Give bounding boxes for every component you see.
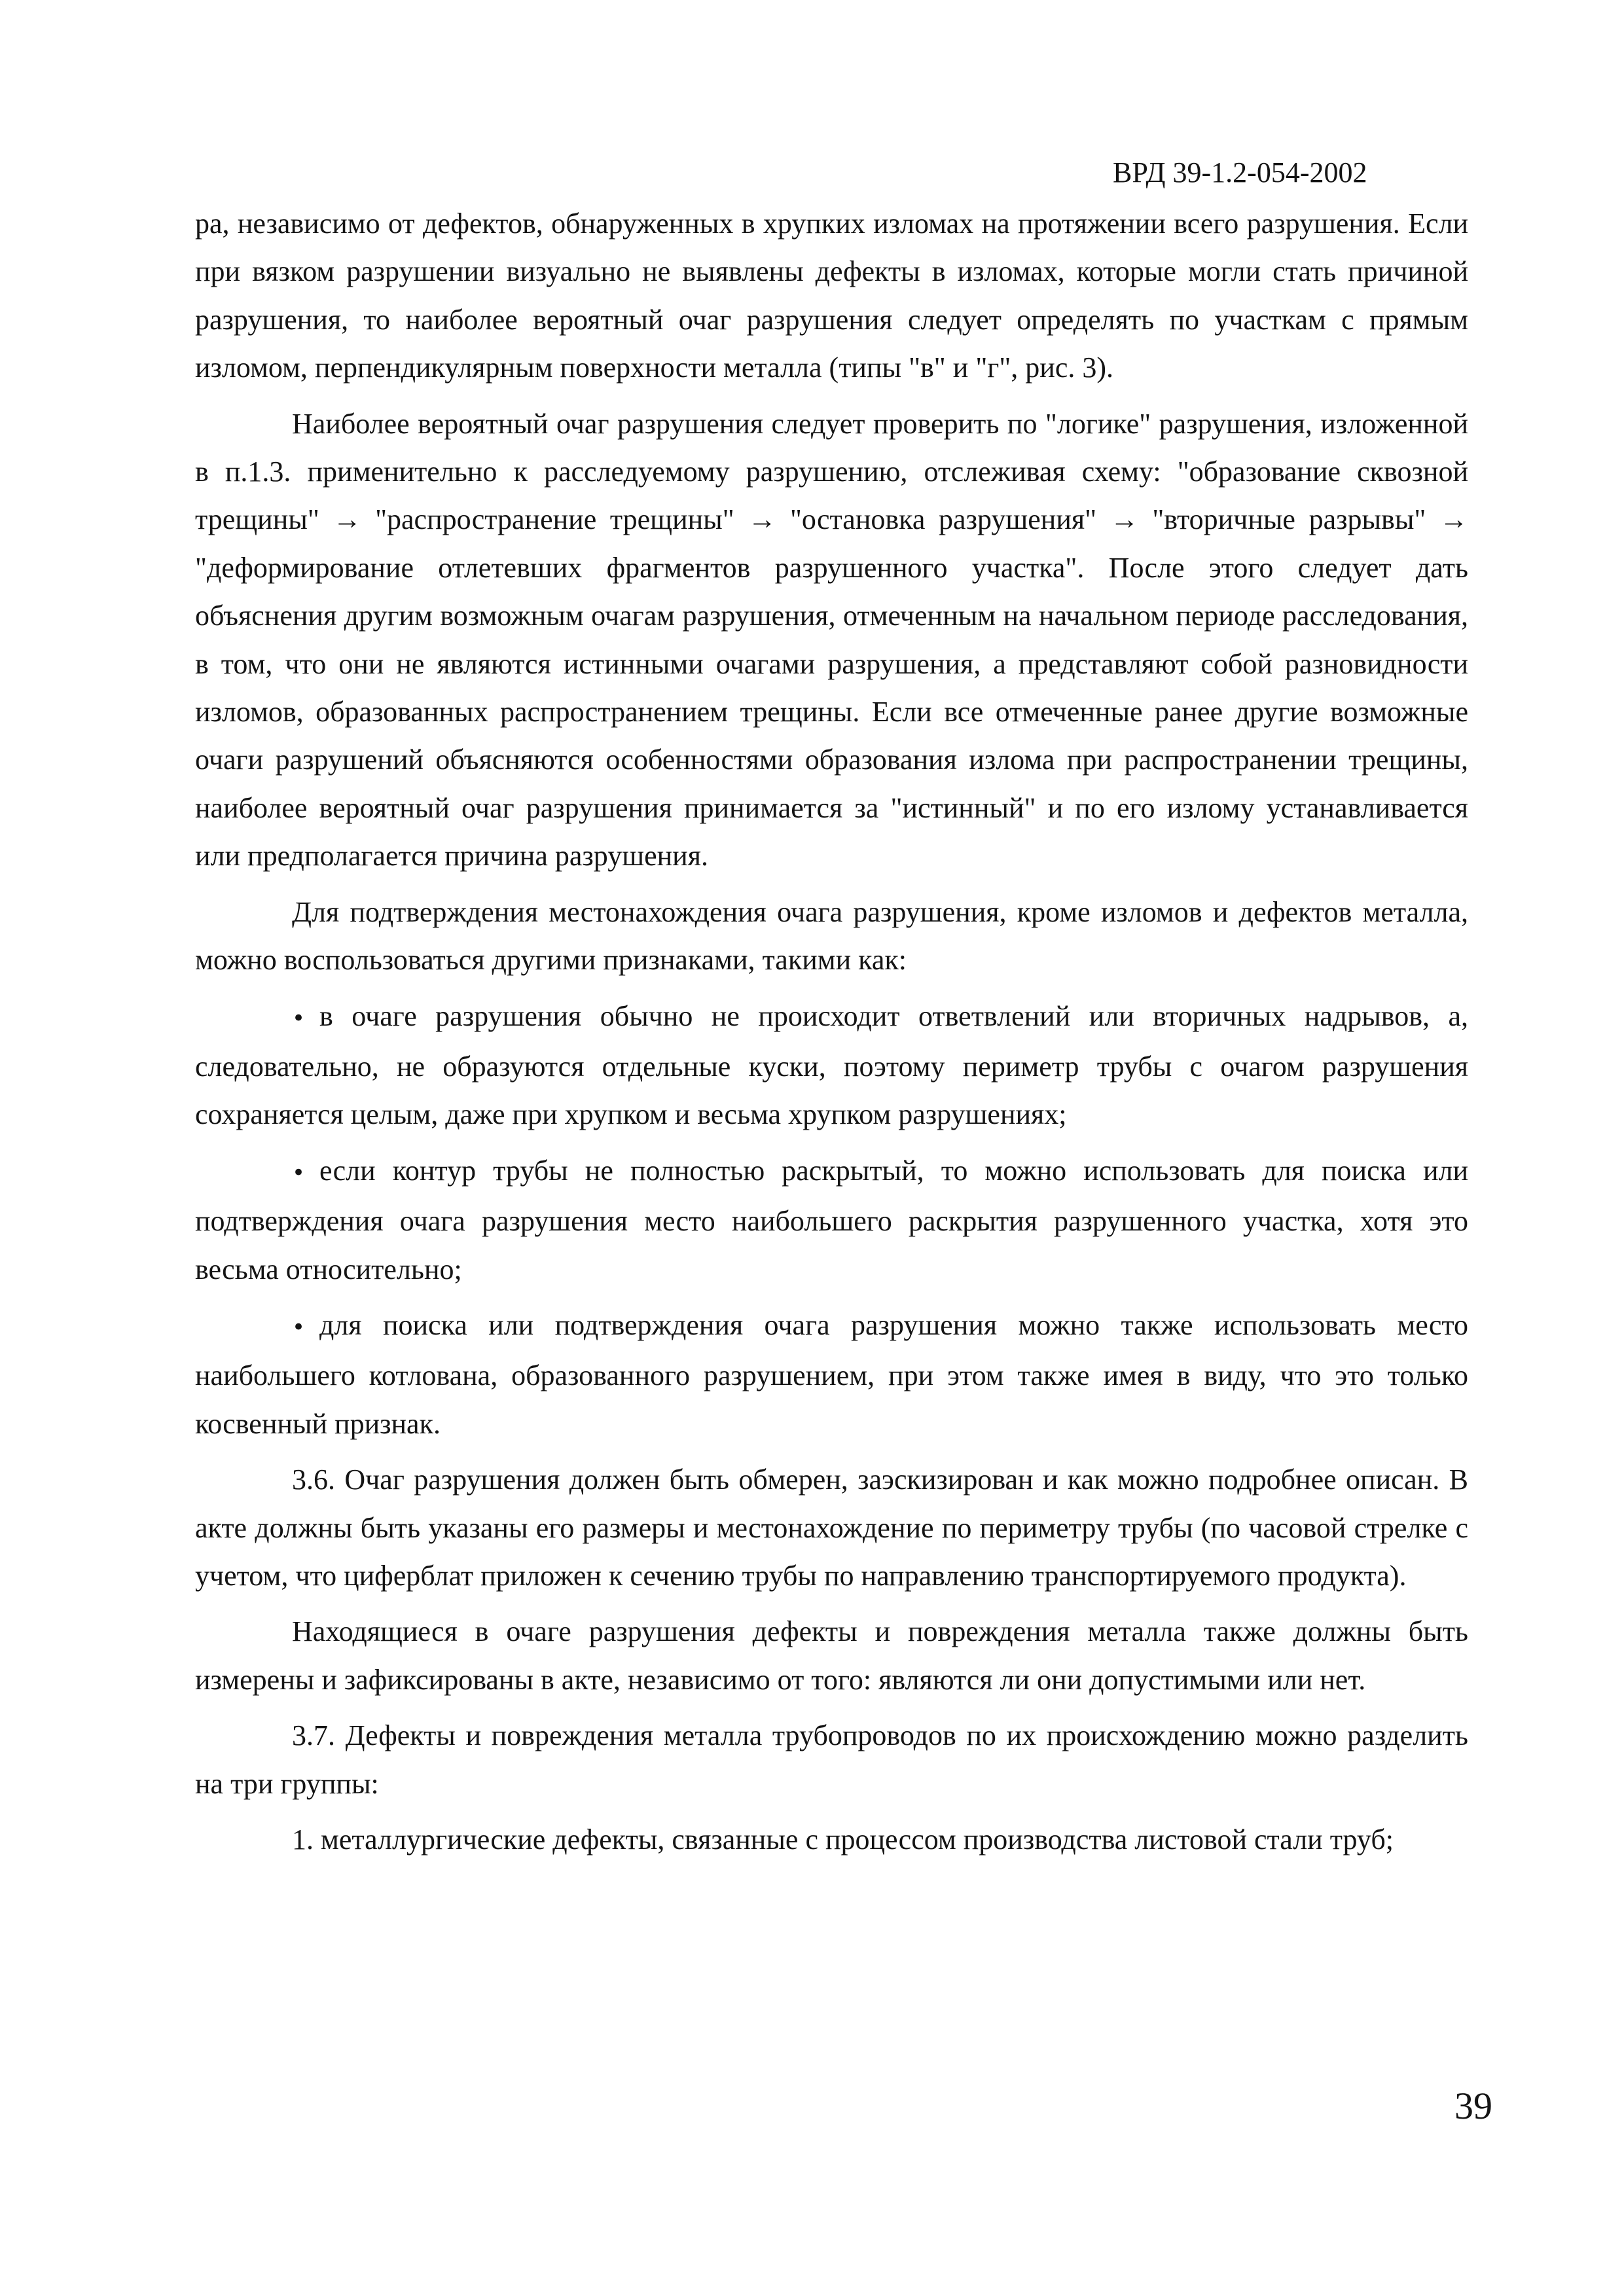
list-item [195, 992, 1468, 1139]
paragraph-defects-measured: Находящиеся в очаге разрушения дефекты и повреждения металла также должны быть измерены и зафиксированы в акте, независимо от того: являются ли они допустимыми или нет. [195, 1615, 1468, 1696]
numbered-item-metallurgical: 1. металлургические дефекты, связанные с процессом производства листовой стали труб; [292, 1823, 1394, 1856]
list-item [195, 1301, 1468, 1448]
paragraph-section-3-7: 3.7. Дефекты и повреждения металла трубопроводов по их происхождению можно разделить на три группы: [195, 1719, 1468, 1800]
document-body [195, 200, 1468, 1871]
list-item-text: если контур трубы не полностью раскрытый, то можно использовать для поиска или подтверждения очага разрушения место наибольшего раскрытия разрушенного участка, хотя это весьма относительно; [195, 1154, 1468, 1285]
paragraph-continuation: ра, независимо от дефектов, обнаруженных в хрупких изломах на протяжении всего разрушения. Если при вязком разрушении визуально не выявлены дефекты в изломах, которые могли стать причиной разрушения, то наиболее вероятный очаг разрушения следует определять по участкам с прямым изломом, перпендикулярным поверхности металла (типы "в" и "г", рис. 3). [195, 207, 1468, 384]
list-item-text: для поиска или подтверждения очага разрушения можно также использовать место наибольшего котлована, образованного разрушением, при этом также имея в виду, что это только косвенный признак. [195, 1308, 1468, 1440]
bullet-icon: • [292, 1159, 306, 1186]
bullet-icon: • [292, 1005, 306, 1031]
page-number: 39 [1454, 2085, 1492, 2127]
list-item-text: в очаге разрушения обычно не происходит ответвлений или вторичных надрывов, а, следовательно, не образуются отдельные куски, поэтому периметр трубы с очагом разрушения сохраняется целым, даже при хрупком и весьма хрупком разрушениях; [195, 999, 1468, 1131]
paragraph-logic-check: Наиболее вероятный очаг разрушения следует проверить по "логике" разрушения, изложенной в п.1.3. применительно к расследуемому разрушению, отслеживая схему: "образование сквозной трещины" → "распространение трещины" → "остановка разрушения" → "вторичные разрывы" → "деформирование отлетевших фрагментов разрушенного участка". После этого следует дать объяснения другим возможным очагам разрушения, отмеченным на начальном периоде расследования, в том, что они не являются истинными очагами разрушения, а представляют собой разновидности изломов, образованных распространением трещины. Если все отмеченные ранее другие возможные очаги разрушений объясняются особенностями образования излома при распространении трещины, наиболее вероятный очаг разрушения принимается за "истинный" и по его излому устанавливается или предполагается причина разрушения. [195, 407, 1468, 872]
paragraph-section-3-6: 3.6. Очаг разрушения должен быть обмерен, заэскизирован и как можно подробнее описан. В акте должны быть указаны его размеры и местонахождение по периметру трубы (по часовой стрелке с учетом, что циферблат приложен к сечению трубы по направлению транспортируемого продукта). [195, 1463, 1468, 1592]
signs-list [195, 992, 1468, 1448]
bullet-icon: • [292, 1314, 306, 1340]
paragraph-confirmation-signs: Для подтверждения местонахождения очага разрушения, кроме изломов и дефектов металла, можно воспользоваться другими признаками, такими как: [195, 895, 1468, 977]
document-code-header: ВРД 39-1.2-054-2002 [1113, 156, 1367, 188]
list-item [195, 1147, 1468, 1293]
